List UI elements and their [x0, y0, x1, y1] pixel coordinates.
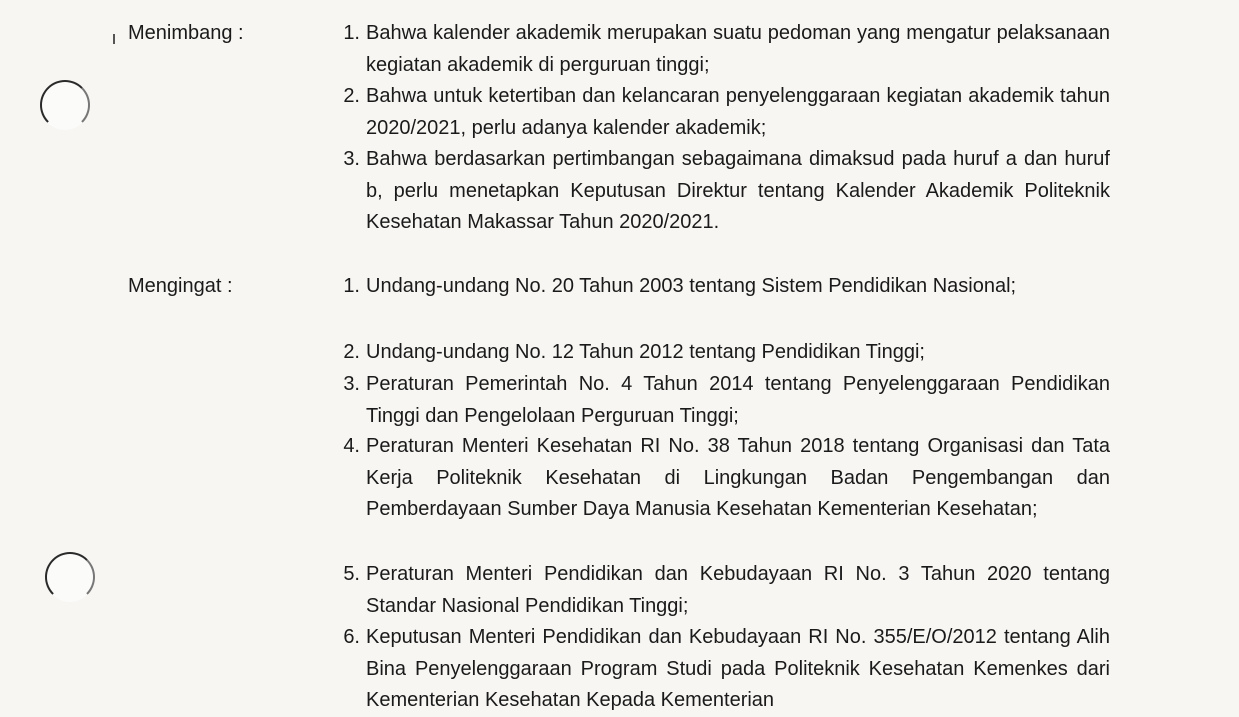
item-number: 3. [343, 373, 360, 395]
item-text: Undang-undang No. 12 Tahun 2012 tentang Pendidikan Tinggi; [366, 341, 925, 363]
scan-mark [113, 34, 115, 44]
item-number: 2. [343, 85, 360, 107]
menimbang-label: Menimbang : [128, 22, 244, 44]
mengingat-item-4 [330, 431, 1110, 558]
item-number: 1. [343, 22, 360, 44]
item-text: Bahwa kalender akademik merupakan suatu pedoman yang mengatur pelaksanaan kegiatan akademik di perguruan tinggi; [366, 22, 1110, 76]
item-text: Keputusan Menteri Pendidikan dan Kebudayaan RI No. 355/E/O/2012 tentang Alih Bina Penyelenggaraan Program Studi pada Politeknik Kesehatan Kemenkes dari Kementerian Kesehatan Kepada Kementerian [366, 626, 1110, 711]
mengingat-item-2 [330, 337, 1110, 369]
mengingat-item-1 [330, 271, 1110, 334]
item-number: 2. [343, 341, 360, 363]
item-text: Peraturan Pemerintah No. 4 Tahun 2014 tentang Penyelenggaraan Pendidikan Tinggi dan Pengelolaan Perguruan Tinggi; [366, 373, 1110, 427]
item-number: 4. [343, 435, 360, 457]
item-text: Peraturan Menteri Pendidikan dan Kebudayaan RI No. 3 Tahun 2020 tentang Standar Nasional Pendidikan Tinggi; [366, 563, 1110, 617]
item-text: Bahwa untuk ketertiban dan kelancaran penyelenggaraan kegiatan akademik tahun 2020/2021, perlu adanya kalender akademik; [366, 85, 1110, 139]
item-text: Undang-undang No. 20 Tahun 2003 tentang Sistem Pendidikan Nasional; [366, 275, 1017, 297]
menimbang-item-2 [330, 81, 1110, 144]
item-number: 6. [343, 626, 360, 648]
item-number: 5. [343, 563, 360, 585]
punch-hole-bottom [45, 552, 95, 602]
mengingat-item-5 [330, 559, 1110, 622]
mengingat-item-6 [330, 622, 1110, 717]
mengingat-item-3 [330, 369, 1110, 432]
item-number: 1. [343, 275, 360, 297]
menimbang-item-1 [330, 18, 1110, 81]
item-number: 3. [343, 148, 360, 170]
item-text: Peraturan Menteri Kesehatan RI No. 38 Tahun 2018 tentang Organisasi dan Tata Kerja Politeknik Kesehatan di Lingkungan Badan Pengembangan dan Pemberdayaan Sumber Daya Manusia Kesehatan Kementerian Kesehatan; [366, 435, 1110, 520]
menimbang-item-3 [330, 144, 1110, 239]
mengingat-label: Mengingat : [128, 275, 233, 297]
item-text: Bahwa berdasarkan pertimbangan sebagaimana dimaksud pada huruf a dan huruf b, perlu menetapkan Keputusan Direktur tentang Kalender Akademik Politeknik Kesehatan Makassar Tahun 2020/2021. [366, 148, 1110, 233]
punch-hole-top [40, 80, 90, 130]
